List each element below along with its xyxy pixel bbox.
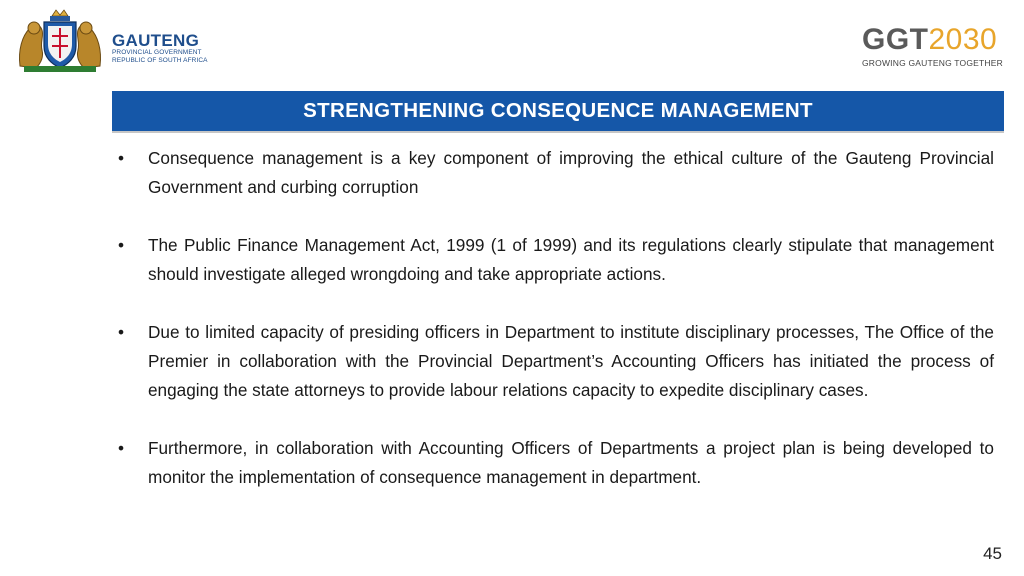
ggt2030-logo — [862, 24, 1002, 68]
brand-part-2: 2030 — [928, 23, 998, 56]
list-item — [112, 434, 994, 492]
bullet-text: Consequence management is a key component of improving the ethical culture of the Gauteng Provincial Government and curbing corruption — [148, 148, 994, 197]
list-item — [112, 231, 994, 289]
bullet-mark: • — [118, 235, 125, 255]
slide-title: STRENGTHENING CONSEQUENCE MANAGEMENT — [112, 91, 1004, 131]
brand-part-1: GGT — [862, 23, 929, 56]
coat-of-arms-icon — [14, 6, 106, 74]
bullet-mark: • — [118, 322, 125, 342]
page-number: 45 — [983, 544, 1002, 563]
org-name: GAUTENG — [112, 31, 200, 50]
list-item — [112, 318, 994, 405]
brand-wordmark — [862, 24, 1002, 56]
brand-tagline: GROWING GAUTENG TOGETHER — [862, 58, 1003, 68]
bullet-mark: • — [118, 148, 125, 168]
bullet-list — [112, 144, 994, 521]
org-sub-line-1: PROVINCIAL GOVERNMENT — [112, 49, 202, 56]
bullet-text: Due to limited capacity of presiding officers in Department to institute disciplinary processes, The Office of the Premier in collaboration with the Provincial Department’s Accounting Officers has initiated the process of engaging the state attorneys to provide labour relations capacity to expedite disciplinary cases. — [148, 322, 994, 400]
bullet-text: The Public Finance Management Act, 1999 (1 of 1999) and its regulations clearly stipulate that management should investigate alleged wrongdoing and take appropriate actions. — [148, 235, 994, 284]
org-sub-line-2: REPUBLIC OF SOUTH AFRICA — [112, 57, 208, 64]
list-item — [112, 144, 994, 202]
bullet-text: Furthermore, in collaboration with Accounting Officers of Departments a project plan is being developed to monitor the implementation of consequence management in department. — [148, 438, 994, 487]
gauteng-logo — [14, 6, 214, 74]
bullet-mark: • — [118, 438, 125, 458]
